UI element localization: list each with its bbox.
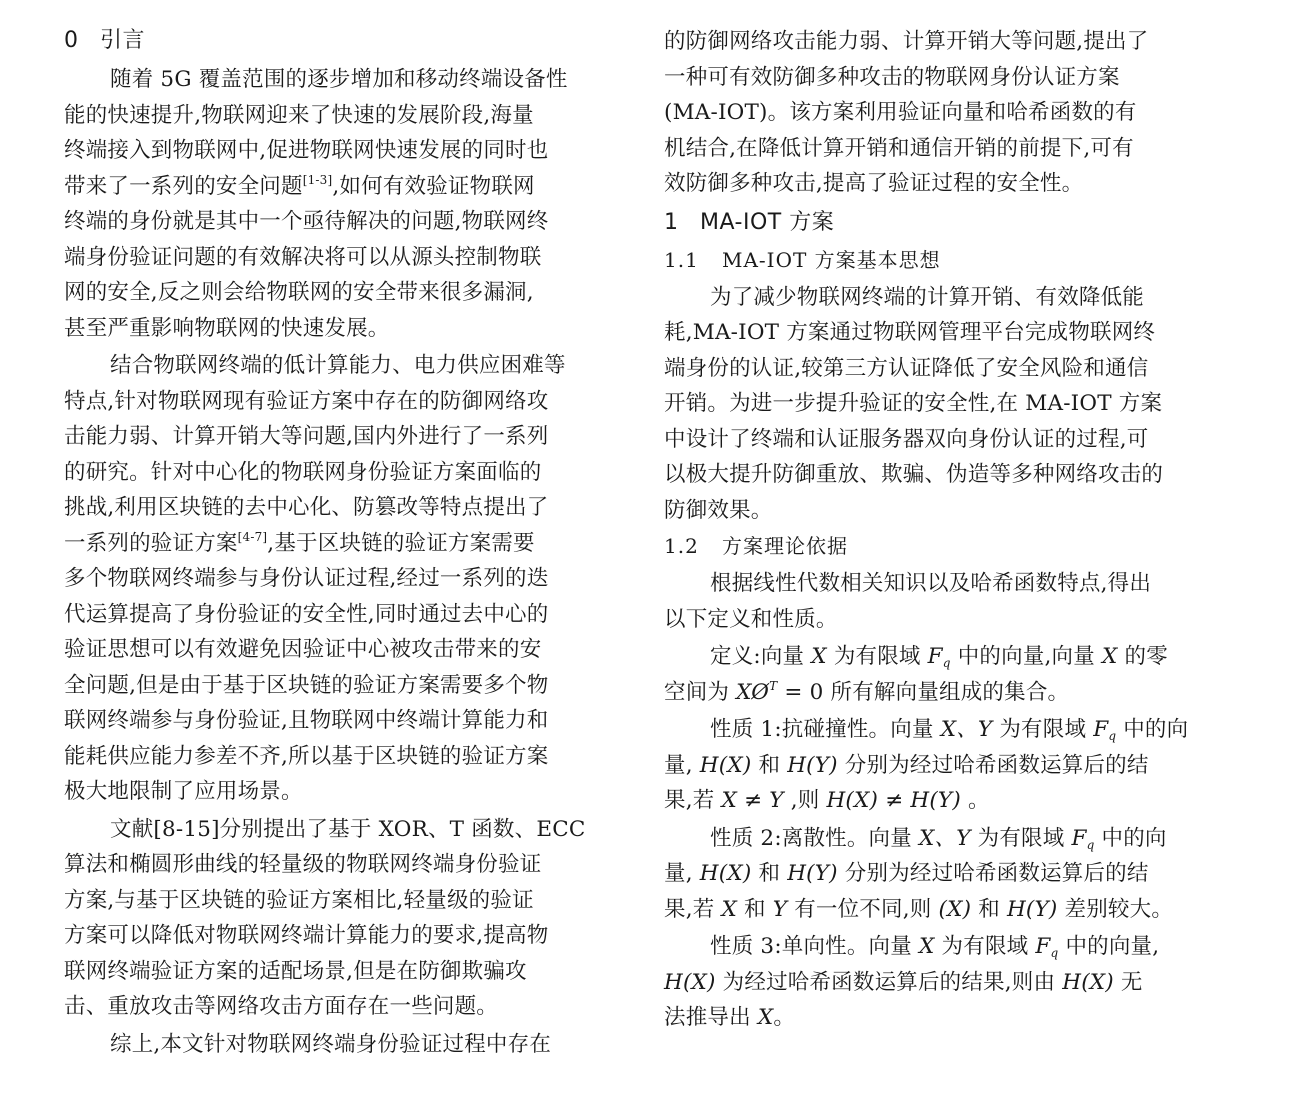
text-line: 击、重放攻击等网络攻击方面存在一些问题。 <box>64 994 499 1019</box>
text-segment: 分别为经过哈希函数运算后的结 <box>837 861 1149 886</box>
text-line: 多个物联网终端参与身份认证过程,经过一系列的迭 <box>64 566 549 591</box>
text-segment: ,则 <box>783 788 827 813</box>
text-segment: 有一位不同,则 <box>787 896 939 922</box>
text-segment: 中的向 <box>1094 825 1167 851</box>
math-expression: H(Y) <box>1006 896 1058 922</box>
paragraph-property-1 <box>664 712 1216 819</box>
subsection-number: 1.2 <box>664 534 699 558</box>
text-line: 根据线性代数相关知识以及哈希函数特点,得出 <box>710 571 1152 596</box>
citation-ref: [4-7] <box>237 529 268 544</box>
text-segment: 差别较大。 <box>1057 896 1174 922</box>
text-segment: 。 <box>960 788 990 813</box>
text-line: 随着 5G 覆盖范围的逐步增加和移动终端设备性 <box>110 67 568 92</box>
text-line: 机结合,在降低计算开销和通信开销的前提下,可有 <box>664 135 1134 161</box>
text-line: 极大地限制了应用场景。 <box>64 779 303 804</box>
text-segment: 量, <box>664 861 700 886</box>
text-line: 中设计了终端和认证服务器双向身份认证的过程,可 <box>664 426 1149 452</box>
text-line: 综上,本文针对物联网终端身份验证过程中存在 <box>110 1031 552 1057</box>
text-line: (MA-IOT)。该方案利用验证向量和哈希函数的有 <box>664 100 1137 125</box>
paragraph-definition <box>664 639 1216 710</box>
paragraph-property-3 <box>664 929 1216 1036</box>
text-segment: 中的向量, <box>1058 934 1160 959</box>
text-segment: 带来了一系列的安全问题 <box>64 173 303 199</box>
math-var-x: X <box>757 1005 774 1030</box>
text-segment: 和 <box>971 896 1007 922</box>
math-expression: X ≠ Y <box>721 788 784 813</box>
math-var-xy: X、Y <box>940 717 993 742</box>
math-expression: H(X) <box>664 969 716 995</box>
text-line: 效防御多种攻击,提高了验证过程的安全性。 <box>664 171 1084 196</box>
math-field-f: F <box>1071 825 1087 851</box>
text-line: 结合物联网终端的低计算能力、电力供应困难等 <box>110 353 566 378</box>
paragraph-intro-2 <box>64 348 616 810</box>
section-heading-intro <box>64 24 616 58</box>
paragraph-intro-4 <box>64 1027 616 1063</box>
text-segment: 无 <box>1113 969 1143 995</box>
paragraph-property-2 <box>664 821 1216 928</box>
paragraph-intro-1 <box>64 62 616 346</box>
text-line: 端身份验证问题的有效解决将可以从源头控制物联 <box>64 244 542 270</box>
text-line: 终端的身份就是其中一个亟待解决的问题,物联网终 <box>64 209 549 234</box>
text-line: 文献[8-15]分别提出了基于 XOR、T 函数、ECC <box>110 816 586 842</box>
text-line: 联网终端验证方案的适配场景,但是在防御欺骗攻 <box>64 958 527 984</box>
text-segment: 分别为经过哈希函数运算后的结 <box>837 752 1149 778</box>
math-expression: H(Y) <box>787 752 838 778</box>
math-expression: XØ <box>736 679 770 705</box>
subsection-heading-1-2 <box>664 530 1216 562</box>
paragraph-basic-idea <box>664 280 1216 529</box>
math-field-f: F <box>1093 717 1109 742</box>
text-segment: 和 <box>751 752 788 778</box>
section-heading-ma-iot <box>664 206 1216 240</box>
citation-ref: [1-3] <box>302 172 333 187</box>
text-line: 端身份的认证,较第三方认证降低了安全风险和通信 <box>664 355 1149 381</box>
text-line: 算法和椭圆形曲线的轻量级的物联网终端身份验证 <box>64 852 542 877</box>
section-title: 引言 <box>100 28 146 53</box>
left-column <box>64 24 616 1064</box>
text-segment: 和 <box>751 861 788 886</box>
text-segment: 果,若 <box>664 896 722 922</box>
text-line: 的防御网络攻击能力弱、计算开销大等问题,提出了 <box>664 29 1149 54</box>
section-number: 1 <box>664 209 679 235</box>
text-segment: 量, <box>664 752 700 778</box>
math-superscript-t: T <box>769 678 778 693</box>
text-segment: 中的向 <box>1116 717 1189 742</box>
math-var-xy: X、Y <box>919 825 971 851</box>
text-segment: 一系列的验证方案 <box>64 530 238 556</box>
text-line: 验证思想可以有效避免因验证中心被攻击带来的安 <box>64 637 542 662</box>
text-line: 能耗供应能力参差不齐,所以基于区块链的验证方案 <box>64 743 549 769</box>
math-subscript-q: q <box>1108 729 1117 743</box>
text-segment: 果,若 <box>664 788 722 813</box>
math-var-x: X <box>919 934 935 959</box>
text-line: 特点,针对物联网现有验证方案中存在的防御网络攻 <box>64 388 549 414</box>
text-segment: 为有限域 <box>992 717 1094 742</box>
text-line: 挑战,利用区块链的去中心化、防篡改等特点提出了 <box>64 495 549 520</box>
text-line: 甚至严重影响物联网的快速发展。 <box>64 315 390 341</box>
text-line: 击能力弱、计算开销大等问题,国内外进行了一系列 <box>64 424 549 449</box>
text-line: 联网终端参与身份验证,且物联网中终端计算能力和 <box>64 708 549 733</box>
subsection-heading-1-1 <box>664 244 1216 276</box>
text-segment: ,基于区块链的验证方案需要 <box>267 530 535 556</box>
math-var-y: Y <box>772 896 788 922</box>
text-segment: 为经过哈希函数运算后的结果,则由 <box>715 969 1063 995</box>
math-expression: H(X) ≠ H(Y) <box>826 788 961 813</box>
text-line: 方案可以降低对物联网终端计算能力的要求,提高物 <box>64 923 549 948</box>
math-expression: H(X) <box>1062 969 1114 995</box>
section-title: MA-IOT 方案 <box>700 209 835 235</box>
text-line: 网的安全,反之则会给物联网的安全带来很多漏洞, <box>64 280 534 305</box>
text-line: 一种可有效防御多种攻击的物联网身份认证方案 <box>664 64 1120 90</box>
text-segment: 。 <box>773 1005 796 1030</box>
text-segment: 性质 2:离散性。向量 <box>710 825 919 851</box>
math-subscript-q: q <box>942 656 951 670</box>
text-segment: 的零 <box>1117 644 1168 669</box>
text-line: 以极大提升防御重放、欺骗、伪造等多种网络攻击的 <box>664 462 1164 487</box>
text-segment: 空间为 <box>664 679 737 705</box>
math-var-x: X <box>721 896 737 922</box>
text-segment: 和 <box>736 896 773 922</box>
text-segment: 为有限域 <box>826 644 928 669</box>
text-segment: 为有限域 <box>970 825 1072 851</box>
paragraph-intro-3 <box>64 812 616 1025</box>
text-segment: 性质 1:抗碰撞性。向量 <box>710 717 941 742</box>
paragraph-theory-intro <box>664 566 1216 637</box>
text-line: 耗,MA-IOT 方案通过物联网管理平台完成物联网终 <box>664 320 1156 345</box>
text-segment: 性质 3:单向性。向量 <box>710 934 919 959</box>
text-line: 代运算提高了身份验证的安全性,同时通过去中心的 <box>64 601 549 627</box>
math-field-f: F <box>927 644 943 669</box>
text-line: 的研究。针对中心化的物联网身份验证方案面临的 <box>64 459 542 485</box>
text-line: 方案,与基于区块链的验证方案相比,轻量级的验证 <box>64 887 534 913</box>
math-subscript-q: q <box>1086 837 1095 852</box>
math-expression: H(Y) <box>787 861 838 886</box>
text-segment: 为有限域 <box>934 934 1036 959</box>
math-field-f: F <box>1035 934 1051 959</box>
subsection-title: MA-IOT 方案基本思想 <box>722 247 941 272</box>
math-var-x: X <box>1102 644 1118 669</box>
text-line: 为了减少物联网终端的计算开销、有效降低能 <box>710 284 1145 310</box>
right-column <box>664 24 1216 1038</box>
text-line: 全问题,但是由于基于区块链的验证方案需要多个物 <box>64 672 549 698</box>
text-line: 终端接入到物联网中,促进物联网快速发展的同时也 <box>64 138 549 163</box>
text-segment: 中的向量,向量 <box>950 644 1102 669</box>
text-segment: 定义:向量 <box>710 644 812 669</box>
math-expression: H(X) <box>699 752 752 778</box>
text-segment: ,如何有效验证物联网 <box>332 173 535 199</box>
subsection-number: 1.1 <box>664 247 699 272</box>
paragraph-intro-4-continued <box>664 24 1216 202</box>
section-number: 0 <box>64 28 79 53</box>
text-line: 能的快速提升,物联网迎来了快速的发展阶段,海量 <box>64 102 534 128</box>
math-subscript-q: q <box>1050 946 1059 960</box>
text-segment: = 0 所有解向量组成的集合。 <box>777 679 1070 705</box>
text-line: 开销。为进一步提升验证的安全性,在 MA-IOT 方案 <box>664 391 1163 416</box>
text-line: 防御效果。 <box>664 497 773 523</box>
subsection-title: 方案理论依据 <box>722 534 848 558</box>
text-line: 以下定义和性质。 <box>664 606 838 632</box>
math-expression: (X) <box>938 896 972 922</box>
text-segment: 法推导出 <box>664 1005 758 1030</box>
math-var-x: X <box>811 644 827 669</box>
math-expression: H(X) <box>699 861 752 886</box>
